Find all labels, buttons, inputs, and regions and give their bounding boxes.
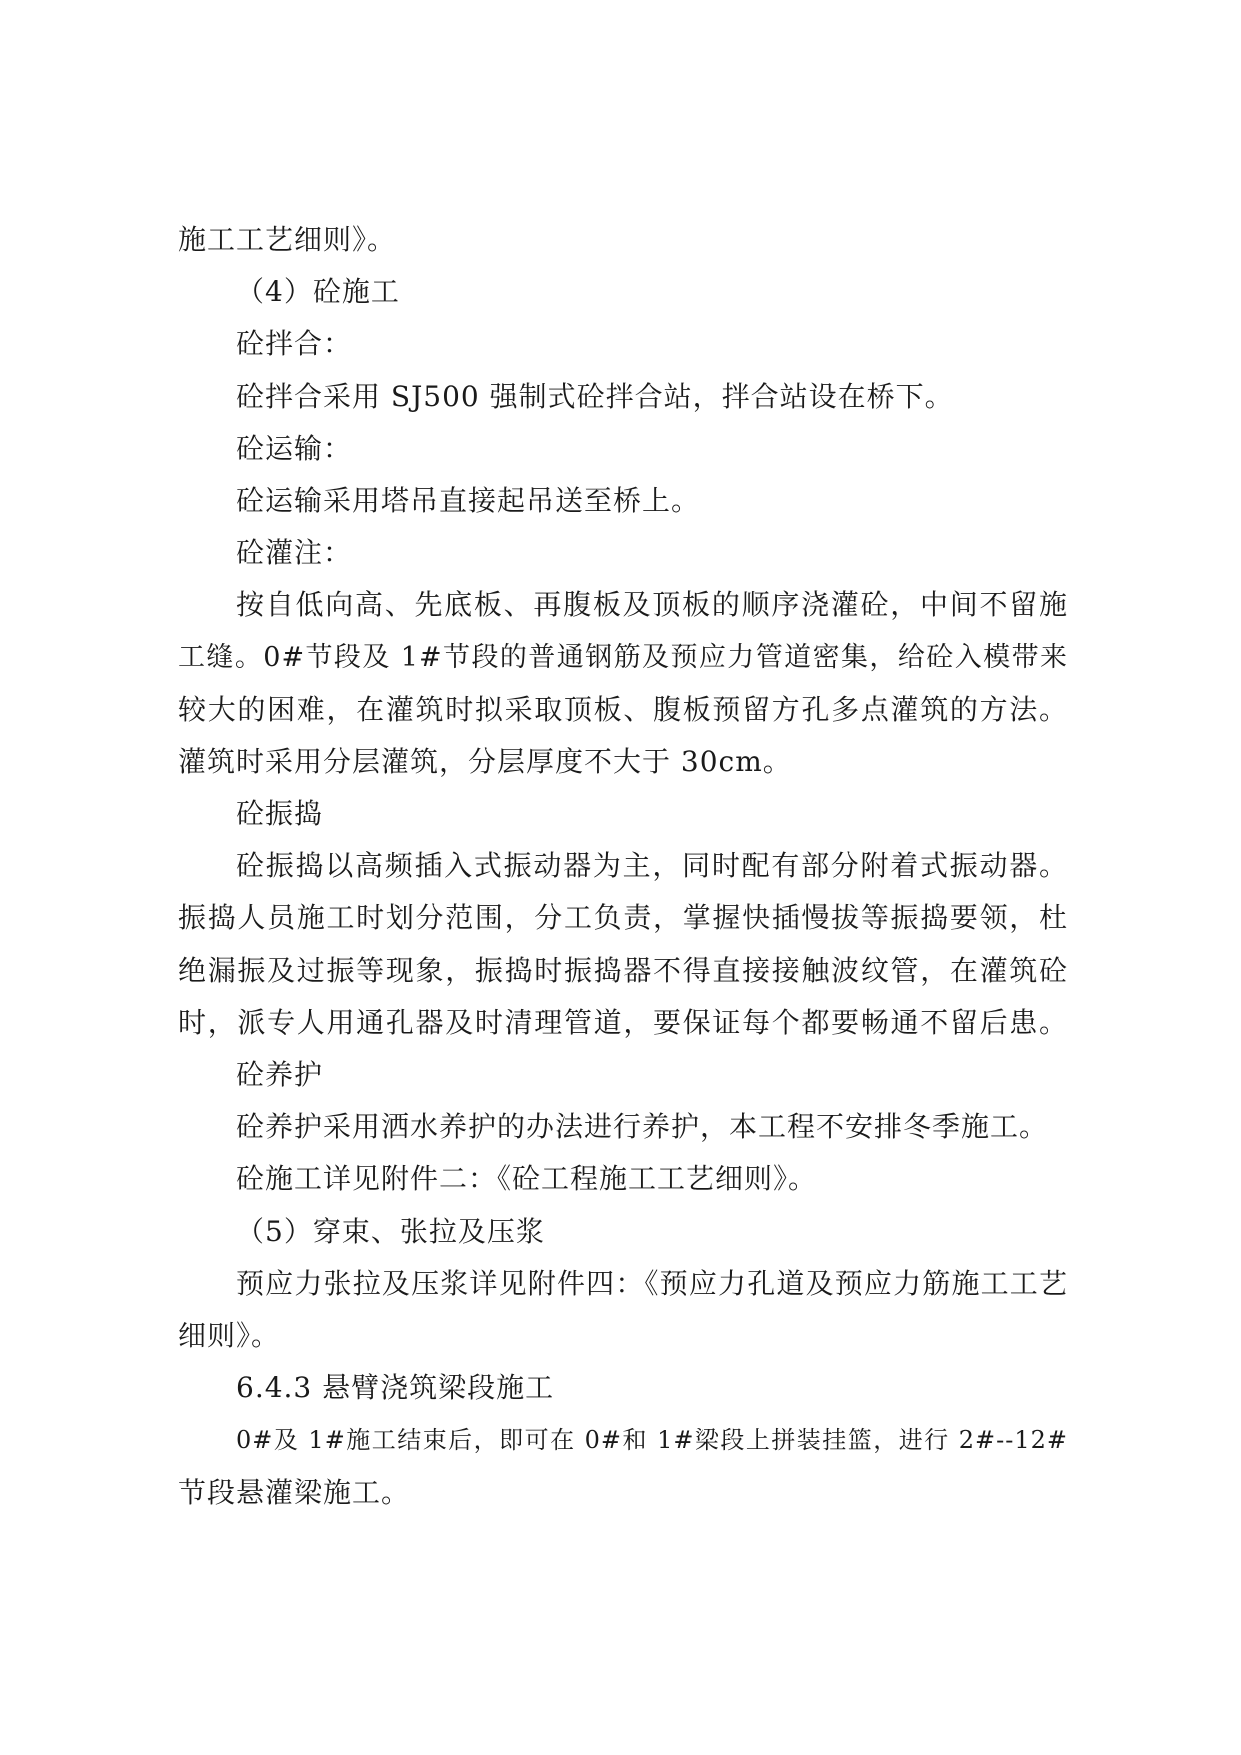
text-line: 施工工艺细则》。 — [178, 223, 397, 256]
text-line: 振捣人员施工时划分范围，分工负责，掌握快插慢拔等振捣要领，杜 — [178, 901, 1068, 935]
text-line: 6.4.3 悬臂浇筑梁段施工 — [236, 1371, 555, 1405]
text-line: （4）砼施工 — [236, 275, 400, 309]
text-line: 0#及 1#施工结束后，即可在 0#和 1#梁段上拼装挂篮，进行 2#--12# — [236, 1426, 1068, 1455]
text-line: 砼振捣 — [236, 797, 324, 831]
text-line: 砼灌注： — [236, 536, 353, 570]
text-line: 节段悬灌梁施工。 — [178, 1475, 411, 1509]
text-line: 细则》。 — [178, 1318, 281, 1352]
text-line: 砼养护 — [236, 1058, 324, 1091]
text-line: 砼拌合： — [236, 327, 353, 361]
text-line: 灌筑时采用分层灌筑，分层厚度不大于 30cm。 — [178, 744, 792, 778]
text-line: 砼拌合采用 SJ500 强制式砼拌合站，拌合站设在桥下。 — [236, 379, 954, 413]
text-line: 较大的困难，在灌筑时拟采取顶板、腹板预留方孔多点灌筑的方法。 — [178, 692, 1068, 726]
text-line: 绝漏振及过振等现象，振捣时振捣器不得直接接触波纹管，在灌筑砼 — [178, 953, 1068, 987]
text-line: 工缝。0#节段及 1#节段的普通钢筋及预应力管道密集，给砼入模带来 — [178, 641, 1068, 673]
text-line: 砼振捣以高频插入式振动器为主，同时配有部分附着式振动器。 — [236, 849, 1068, 883]
text-line: 预应力张拉及压浆详见附件四：《预应力孔道及预应力筋施工工艺 — [236, 1266, 1068, 1300]
text-line: 砼养护采用洒水养护的办法进行养护，本工程不安排冬季施工。 — [236, 1110, 1049, 1144]
document-body — [178, 214, 1068, 1519]
text-line: （5）穿束、张拉及压浆 — [236, 1214, 545, 1248]
text-line: 砼运输采用塔吊直接起吊送至桥上。 — [236, 483, 701, 517]
text-line: 砼施工详见附件二：《砼工程施工工艺细则》。 — [236, 1162, 818, 1196]
text-line: 时，派专人用通孔器及时清理管道，要保证每个都要畅通不留后患。 — [178, 1005, 1068, 1039]
text-line: 砼运输： — [236, 431, 353, 465]
text-line: 按自低向高、先底板、再腹板及顶板的顺序浇灌砼，中间不留施 — [236, 588, 1068, 622]
